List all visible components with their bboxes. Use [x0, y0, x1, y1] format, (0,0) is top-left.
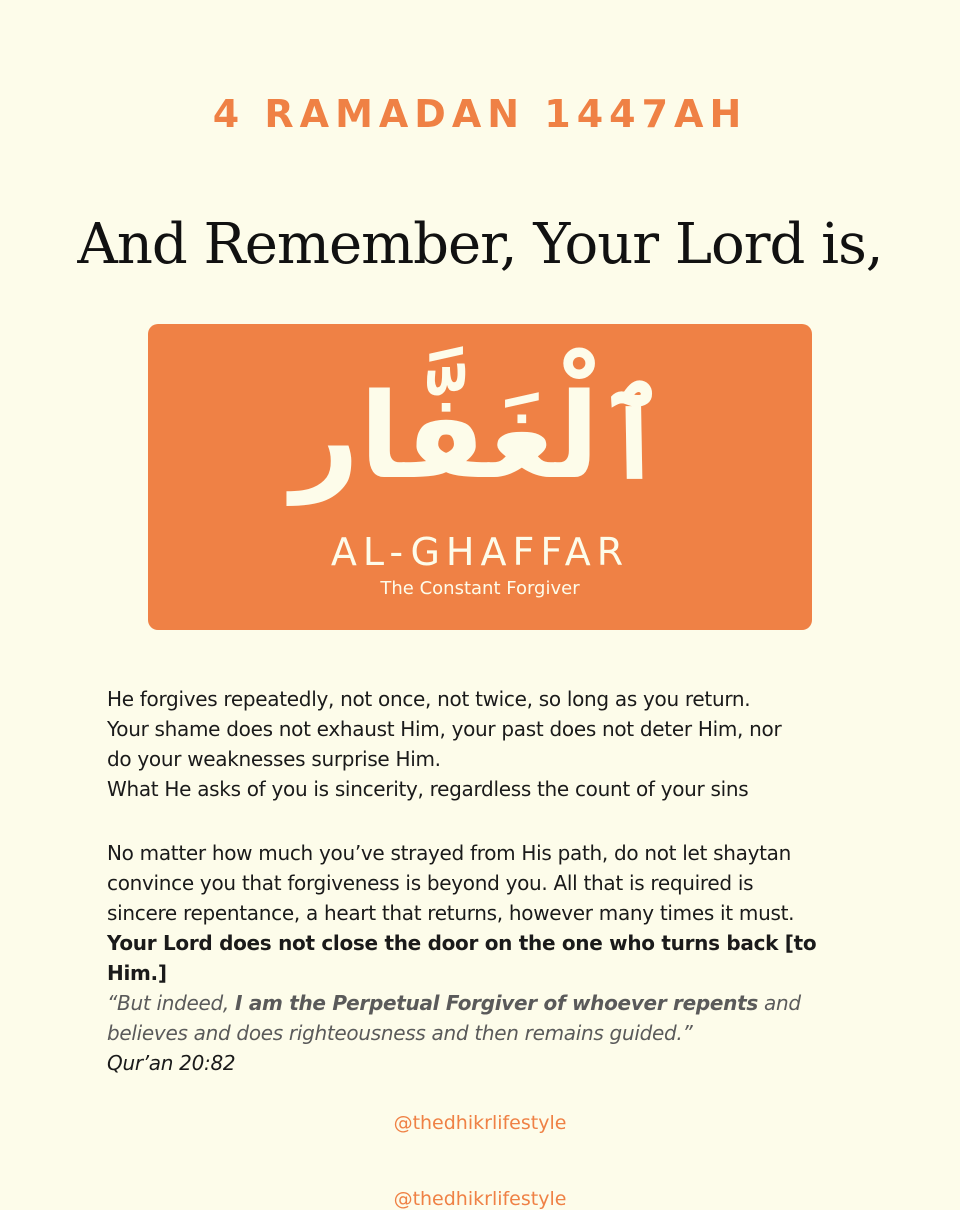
name-meaning: The Constant Forgiver [380, 578, 580, 599]
paragraph-line: What He asks of you is sincerity, regardless the count of your sins [107, 777, 749, 801]
reflection-paragraph-2 [107, 838, 867, 988]
paragraph-line: sincere repentance, a heart that returns, however many times it must. [107, 901, 795, 925]
paragraph-line: Your shame does not exhaust Him, your past does not deter Him, nor [107, 717, 782, 741]
paragraph-line: He forgives repeatedly, not once, not twice, so long as you return. [107, 687, 751, 711]
paragraph-line: do your weaknesses surprise Him. [107, 747, 441, 771]
quote-line-1 [107, 988, 867, 1018]
date-heading: 4 RAMADAN 1447AH [212, 92, 748, 136]
quote-emphasis: I am the Perpetual Forgiver of whoever repents [235, 991, 758, 1015]
social-handle: @thedhikrlifestyle [393, 1112, 567, 1134]
page-title: And Remember, Your Lord is, [77, 212, 883, 277]
quote-open: “But indeed, [107, 991, 236, 1015]
paragraph-line: No matter how much you’ve strayed from His path, do not let shaytan [107, 841, 791, 865]
quote-rest: and [757, 991, 801, 1015]
quote-line-2: believes and does righteousness and then remains guided.” [107, 1021, 693, 1045]
quote-reference: Qur’an 20:82 [107, 1051, 236, 1075]
name-transliteration: AL-GHAFFAR [330, 530, 630, 574]
paragraph-line: convince you that forgiveness is beyond you. All that is required is [107, 871, 754, 895]
arabic-calligraphy: ٱلْغَفَّار [291, 367, 669, 505]
social-handle-repeat: @thedhikrlifestyle [393, 1188, 567, 1210]
reflection-paragraph-1 [107, 684, 867, 804]
emphasis-line: Your Lord does not close the door on the one who turns back [to Him.] [107, 931, 817, 985]
quran-quote [107, 988, 867, 1078]
